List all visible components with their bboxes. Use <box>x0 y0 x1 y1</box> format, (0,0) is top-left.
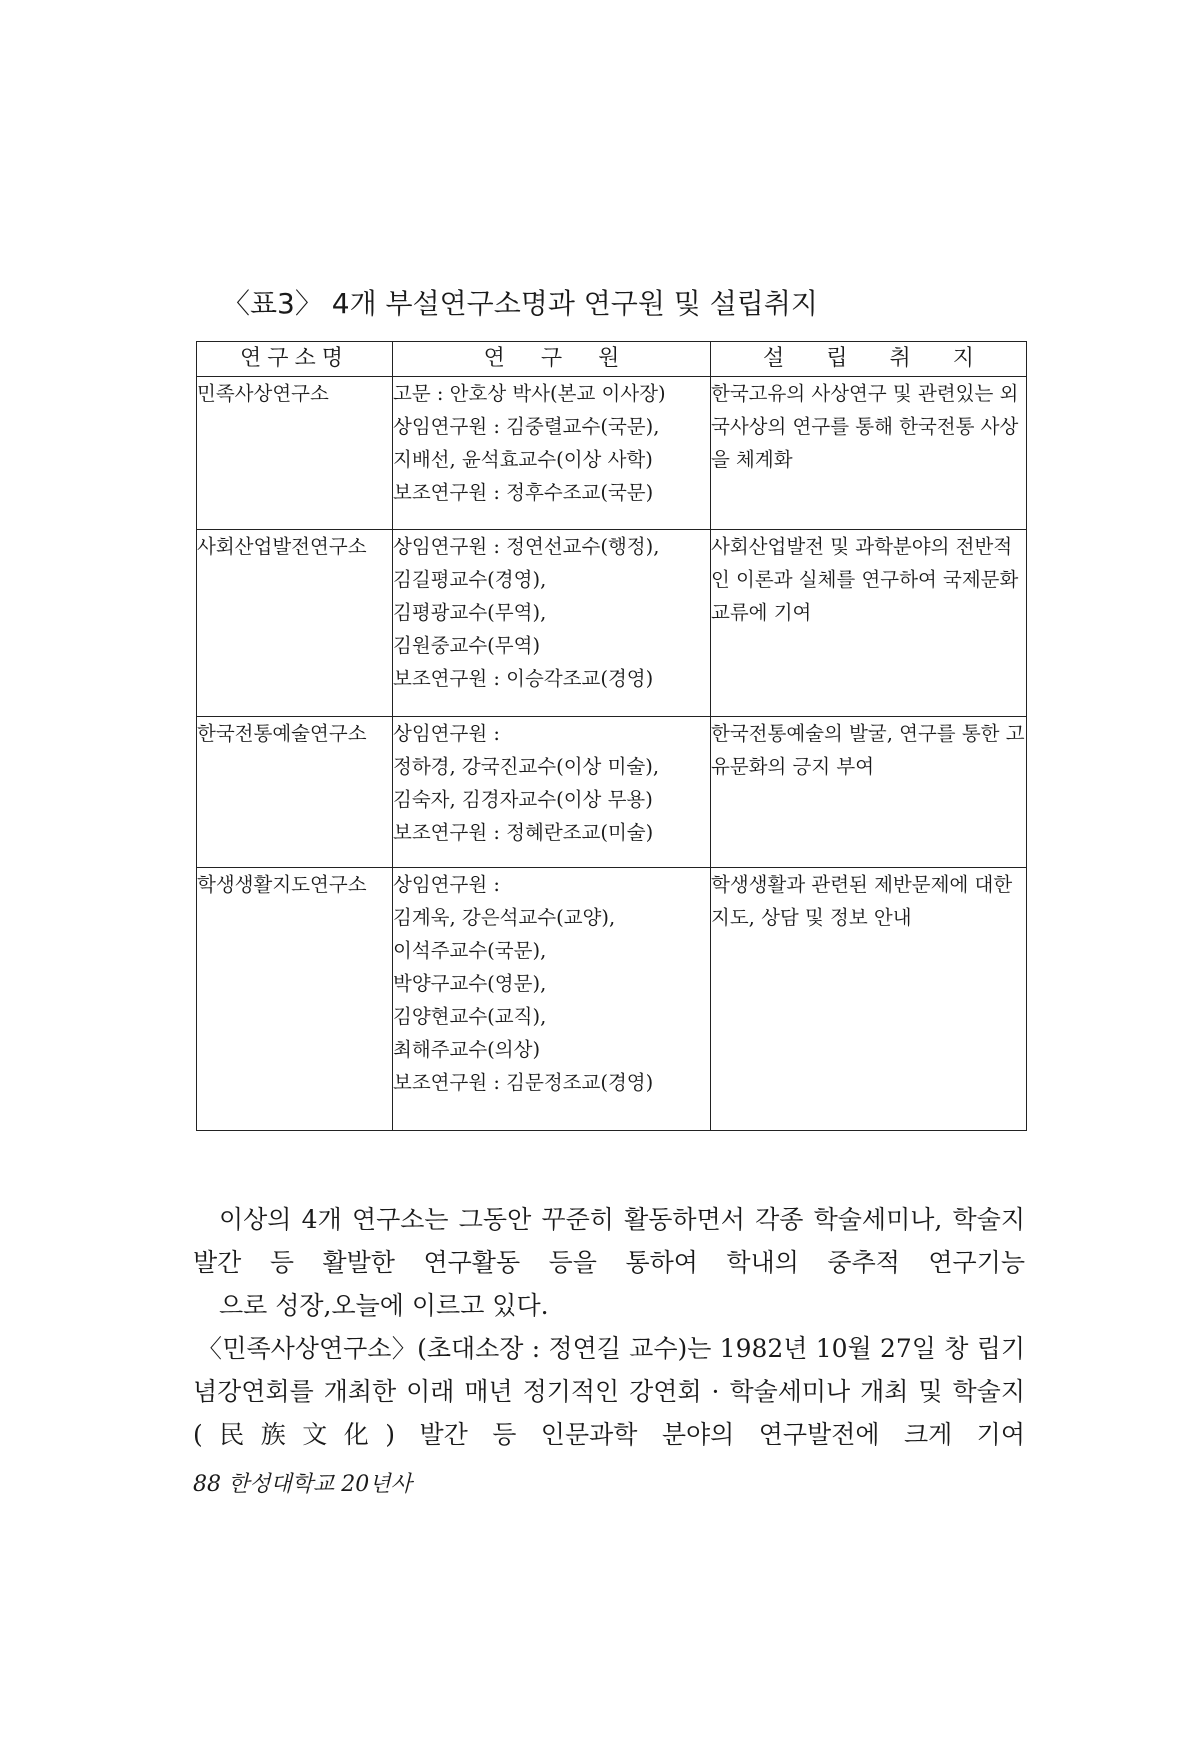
paragraph-line: 립기념강연회를 개최한 이래 매년 정기적인 강연회 · 학술세미나 개최 <box>193 1334 1025 1406</box>
member-line: 상임연구원 : 정연선교수(행정), <box>393 535 660 558</box>
member-line: 김양현교수(교직), <box>393 1005 547 1028</box>
table-header-row <box>197 342 1027 377</box>
institute-members <box>393 717 711 868</box>
member-line: 상임연구원 : <box>393 722 500 745</box>
member-line: 보조연구원 : 정후수조교(국문) <box>393 481 654 504</box>
paragraph-line: 〈민족사상연구소〉(초대소장 : 정연길 교수)는 1982년 10월 27일 창 <box>197 1334 969 1363</box>
member-line: 보조연구원 : 정혜란조교(미술) <box>393 821 654 844</box>
paragraph-line: 으로 성장,오늘에 이르고 있다. <box>219 1291 549 1320</box>
institute-members <box>393 868 711 1131</box>
header-institute-name: 연구소명 <box>197 342 393 377</box>
member-line: 상임연구원 : <box>393 873 500 896</box>
institute-purpose: 사회산업발전 및 과학분야의 전반적인 이론과 실체를 연구하여 국제문화 교류에 기여 <box>711 530 1027 717</box>
member-line: 보조연구원 : 이승각조교(경영) <box>393 667 654 690</box>
member-line: 김평광교수(무역), <box>393 601 547 624</box>
header-purpose: 설립취지 <box>711 342 1027 377</box>
member-line: 김원중교수(무역) <box>393 634 541 657</box>
research-institutes-table <box>196 341 1027 1131</box>
institute-purpose: 학생생활과 관련된 제반문제에 대한 지도, 상담 및 정보 안내 <box>711 868 1027 1131</box>
paragraph-line: 및 학술지(民族文化) 발간 등 인문과학 분야의 연구발전에 크게 기여 <box>193 1377 1025 1449</box>
institute-purpose: 한국전통예술의 발굴, 연구를 통한 고유문화의 긍지 부여 <box>711 717 1027 868</box>
page-footer: 88 한성대학교 20년사 <box>193 1472 412 1497</box>
institute-name: 한국전통예술연구소 <box>197 717 393 868</box>
member-line: 상임연구원 : 김중렬교수(국문), <box>393 415 660 438</box>
table-caption: 〈표3〉 4개 부설연구소명과 연구원 및 설립취지 <box>222 287 818 320</box>
member-line: 최해주교수(의상) <box>393 1038 541 1061</box>
member-line: 이석주교수(국문), <box>393 939 547 962</box>
paragraph-line: 이상의 4개 연구소는 그동안 꾸준히 활동하면서 각종 학술세미나, <box>219 1205 943 1234</box>
institute-name: 사회산업발전연구소 <box>197 530 393 717</box>
body-paragraph-1 <box>193 1198 1025 1327</box>
institute-members <box>393 377 711 530</box>
member-line: 정하경, 강국진교수(이상 미술), <box>393 755 660 778</box>
institute-name: 학생생활지도연구소 <box>197 868 393 1131</box>
member-line: 고문 : 안호상 박사(본교 이사장) <box>393 382 666 405</box>
member-line: 김숙자, 김경자교수(이상 무용) <box>393 788 653 811</box>
member-line: 김길평교수(경영), <box>393 568 547 591</box>
paragraph-line: 학술지 발간 등 활발한 연구활동 등을 통하여 학내의 중추적 연구기능 <box>193 1205 1025 1277</box>
body-paragraph-2 <box>193 1327 1025 1456</box>
member-line: 박양구교수(영문), <box>393 972 547 995</box>
table-row <box>197 530 1027 717</box>
table-row <box>197 377 1027 530</box>
institute-purpose: 한국고유의 사상연구 및 관련있는 외국사상의 연구를 통해 한국전통 사상을 체계화 <box>711 377 1027 530</box>
member-line: 지배선, 윤석효교수(이상 사학) <box>393 448 653 471</box>
institute-name: 민족사상연구소 <box>197 377 393 530</box>
member-line: 김계욱, 강은석교수(교양), <box>393 906 616 929</box>
header-researchers: 연구원 <box>393 342 711 377</box>
member-line: 보조연구원 : 김문정조교(경영) <box>393 1071 654 1094</box>
table-row <box>197 868 1027 1131</box>
table-row <box>197 717 1027 868</box>
institute-members <box>393 530 711 717</box>
